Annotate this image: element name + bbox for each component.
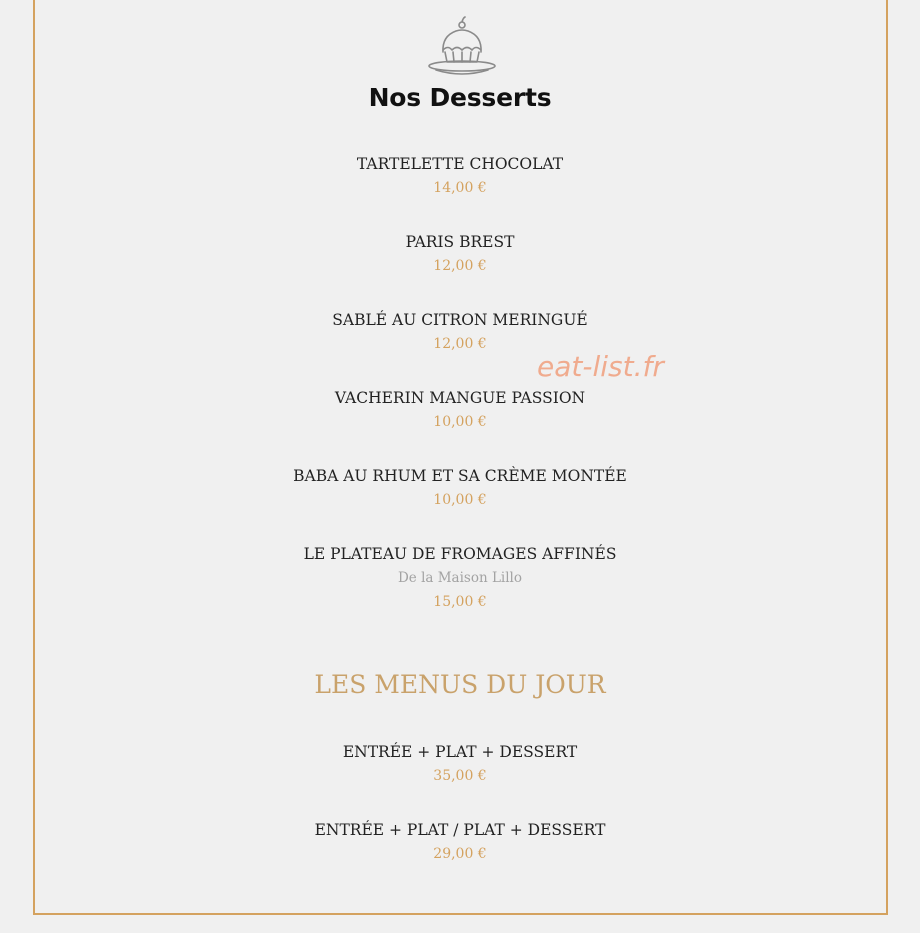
section-title-desserts: Nos Desserts xyxy=(368,83,552,112)
item-name: VACHERIN MANGUE PASSION xyxy=(334,389,586,407)
menu-item xyxy=(0,818,920,866)
item-name: SABLÉ AU CITRON MERINGUÉ xyxy=(332,311,588,329)
item-name: LE PLATEAU DE FROMAGES AFFINÉS xyxy=(303,545,617,563)
item-price: 29,00 € xyxy=(433,846,487,862)
item-name: ENTRÉE + PLAT / PLAT + DESSERT xyxy=(314,821,606,839)
item-name: BABA AU RHUM ET SA CRÈME MONTÉE xyxy=(293,467,627,485)
menu-item xyxy=(0,308,920,356)
item-price: 10,00 € xyxy=(433,414,487,430)
menu-item xyxy=(0,740,920,788)
item-price: 14,00 € xyxy=(433,180,487,196)
item-price: 15,00 € xyxy=(433,594,487,610)
menu-item xyxy=(0,152,920,200)
cupcake-icon xyxy=(426,16,498,78)
menu-item xyxy=(0,230,920,278)
item-price: 35,00 € xyxy=(433,768,487,784)
watermark: eat-list.fr xyxy=(537,350,664,383)
item-name: TARTELETTE CHOCOLAT xyxy=(356,155,564,173)
menu-item xyxy=(0,464,920,512)
item-name: PARIS BREST xyxy=(405,233,515,251)
item-price: 12,00 € xyxy=(433,258,487,274)
menu-item xyxy=(0,542,920,614)
item-price: 12,00 € xyxy=(433,336,487,352)
menu-item xyxy=(0,386,920,434)
section-title-menus: LES MENUS DU JOUR xyxy=(314,670,606,699)
item-name: ENTRÉE + PLAT + DESSERT xyxy=(342,743,578,761)
item-description: De la Maison Lillo xyxy=(397,570,523,586)
item-price: 10,00 € xyxy=(433,492,487,508)
